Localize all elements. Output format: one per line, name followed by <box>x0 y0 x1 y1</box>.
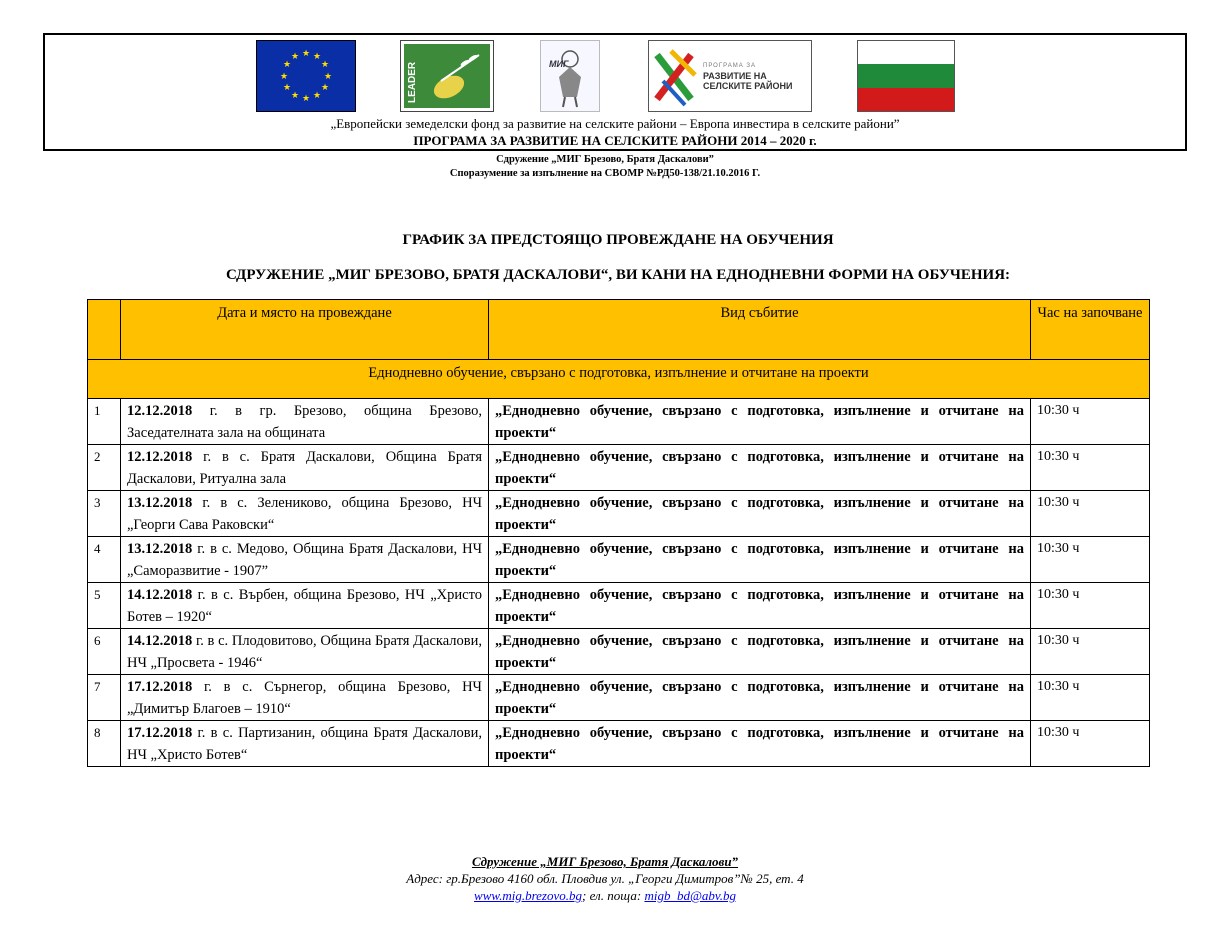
row-number: 4 <box>88 537 121 583</box>
row-date-place <box>121 399 489 445</box>
table-row <box>88 583 1150 629</box>
row-place: г. в с. Братя Даскалови, Община Братя Даскалови, Ритуална зала <box>127 449 482 487</box>
svg-text:★: ★ <box>312 90 322 100</box>
svg-text:★: ★ <box>320 82 330 92</box>
footer-organization: Сдружение „МИГ Брезово, Братя Даскалови” <box>471 854 739 869</box>
svg-text:★: ★ <box>301 48 311 58</box>
row-event: „Еднодневно обучение, свързано с подготовка, изпълнение и отчитане на проекти“ <box>489 491 1031 537</box>
row-date-place <box>121 583 489 629</box>
row-time: 10:30 ч <box>1031 583 1150 629</box>
row-date-place <box>121 537 489 583</box>
header-event-type: Вид събитие <box>489 300 1031 360</box>
row-place: г. в с. Плодовитово, Община Братя Даскалови, НЧ „Просвета - 1946“ <box>127 633 482 671</box>
svg-text:★: ★ <box>290 90 300 100</box>
email-link[interactable]: migb_bd@abv.bg <box>644 888 736 903</box>
table-row <box>88 537 1150 583</box>
row-date: 12.12.2018 <box>127 403 193 419</box>
svg-text:★: ★ <box>301 93 311 103</box>
row-date: 13.12.2018 <box>127 495 193 511</box>
website-link[interactable]: www.mig.brezovo.bg <box>474 888 583 903</box>
row-number: 5 <box>88 583 121 629</box>
rural-program-logo-text <box>703 61 792 91</box>
leader-text: LEADER <box>407 61 418 103</box>
table-row <box>88 399 1150 445</box>
agreement-reference: Споразумение за изпълнение на СВОМР №РД50-138/21.10.2016 Г. <box>449 168 761 179</box>
svg-text:★: ★ <box>323 71 333 81</box>
invitation-title: СДРУЖЕНИЕ „МИГ БРЕЗОВО, БРАТЯ ДАСКАЛОВИ“, ВИ КАНИ НА ЕДНОДНЕВНИ ФОРМИ НА ОБУЧЕНИЯ: <box>225 267 1011 283</box>
svg-text:★: ★ <box>312 51 322 61</box>
row-place: г. в с. Зелениково, община Брезово, НЧ „Георги Сава Раковски“ <box>127 495 482 533</box>
schedule-title: ГРАФИК ЗА ПРЕДСТОЯЩО ПРОВЕЖДАНЕ НА ОБУЧЕНИЯ <box>402 232 834 248</box>
row-number: 3 <box>88 491 121 537</box>
row-number: 1 <box>88 399 121 445</box>
svg-text:★: ★ <box>279 71 289 81</box>
rural-program-logo-line1: РАЗВИТИЕ НА <box>703 71 767 81</box>
row-event: „Еднодневно обучение, свързано с подготовка, изпълнение и отчитане на проекти“ <box>489 675 1031 721</box>
row-place: г. в с. Партизанин, община Братя Даскалови, НЧ „Христо Ботев“ <box>127 725 482 763</box>
row-time: 10:30 ч <box>1031 537 1150 583</box>
rural-program-logo-small: ПРОГРАМА ЗА <box>703 63 756 69</box>
svg-text:★: ★ <box>320 59 330 69</box>
eu-flag-logo <box>256 40 356 112</box>
svg-text:★: ★ <box>282 59 292 69</box>
rural-development-program-logo <box>648 40 812 112</box>
row-date-place <box>121 491 489 537</box>
table-row <box>88 721 1150 767</box>
row-number: 8 <box>88 721 121 767</box>
bulgaria-flag-logo <box>857 40 955 112</box>
email-label: ; ел. поща: <box>582 888 645 903</box>
table-row <box>88 445 1150 491</box>
row-place: г. в гр. Брезово, община Брезово, Заседателната зала на общината <box>127 403 482 441</box>
row-date: 17.12.2018 <box>127 679 193 695</box>
row-number: 2 <box>88 445 121 491</box>
header-box <box>43 33 1187 151</box>
row-date-place <box>121 629 489 675</box>
association-name: Сдружение „МИГ Брезово, Братя Даскалови” <box>496 154 714 165</box>
leader-logo <box>400 40 494 112</box>
mig-logo-text: МИГ <box>549 59 569 69</box>
row-place: г. в с. Сърнегор, община Брезово, НЧ „Димитър Благоев – 1910“ <box>127 679 482 717</box>
row-date-place <box>121 675 489 721</box>
row-date: 12.12.2018 <box>127 449 193 465</box>
row-date: 14.12.2018 <box>127 587 193 603</box>
mig-logo <box>540 40 600 112</box>
rural-program-logo-line2: СЕЛСКИТЕ РАЙОНИ <box>703 81 793 91</box>
header-number <box>88 300 121 360</box>
row-time: 10:30 ч <box>1031 399 1150 445</box>
svg-text:★: ★ <box>290 51 300 61</box>
row-event: „Еднодневно обучение, свързано с подготовка, изпълнение и отчитане на проекти“ <box>489 445 1031 491</box>
row-date: 13.12.2018 <box>127 541 193 557</box>
row-event: „Еднодневно обучение, свързано с подготовка, изпълнение и отчитане на проекти“ <box>489 399 1031 445</box>
table-row <box>88 491 1150 537</box>
row-date: 17.12.2018 <box>127 725 193 741</box>
table-header-row <box>88 300 1150 360</box>
row-event: „Еднодневно обучение, свързано с подготовка, изпълнение и отчитане на проекти“ <box>489 537 1031 583</box>
row-time: 10:30 ч <box>1031 629 1150 675</box>
section-row <box>88 360 1150 399</box>
row-event: „Еднодневно обучение, свързано с подготовка, изпълнение и отчитане на проекти“ <box>489 629 1031 675</box>
header-start-time: Час на започване <box>1031 300 1150 360</box>
row-event: „Еднодневно обучение, свързано с подготовка, изпълнение и отчитане на проекти“ <box>489 583 1031 629</box>
row-number: 6 <box>88 629 121 675</box>
training-schedule-table <box>87 299 1150 767</box>
row-time: 10:30 ч <box>1031 721 1150 767</box>
svg-text:★: ★ <box>282 82 292 92</box>
row-time: 10:30 ч <box>1031 491 1150 537</box>
section-label: Еднодневно обучение, свързано с подготовка, изпълнение и отчитане на проекти <box>88 360 1150 399</box>
row-date-place <box>121 445 489 491</box>
header-date-place: Дата и място на провеждане <box>121 300 489 360</box>
fund-slogan: „Европейски земеделски фонд за развитие на селските райони – Европа инвестира в селските райони” <box>330 116 900 131</box>
row-time: 10:30 ч <box>1031 445 1150 491</box>
row-date-place <box>121 721 489 767</box>
table-row <box>88 675 1150 721</box>
row-number: 7 <box>88 675 121 721</box>
table-row <box>88 629 1150 675</box>
row-date: 14.12.2018 <box>127 633 193 649</box>
row-place: г. в с. Върбен, община Брезово, НЧ „Христо Ботев – 1920“ <box>127 587 482 625</box>
footer-contacts <box>0 887 1210 904</box>
row-place: г. в с. Медово, Община Братя Даскалови, НЧ „Саморазвитие - 1907” <box>127 541 482 579</box>
footer-address: Адрес: гр.Брезово 4160 обл. Пловдив ул. „Георги Димитров”№ 25, ет. 4 <box>406 871 804 886</box>
program-title: ПРОГРАМА ЗА РАЗВИТИЕ НА СЕЛСКИТЕ РАЙОНИ 2014 – 2020 г. <box>413 133 817 148</box>
row-time: 10:30 ч <box>1031 675 1150 721</box>
row-event: „Еднодневно обучение, свързано с подготовка, изпълнение и отчитане на проекти“ <box>489 721 1031 767</box>
